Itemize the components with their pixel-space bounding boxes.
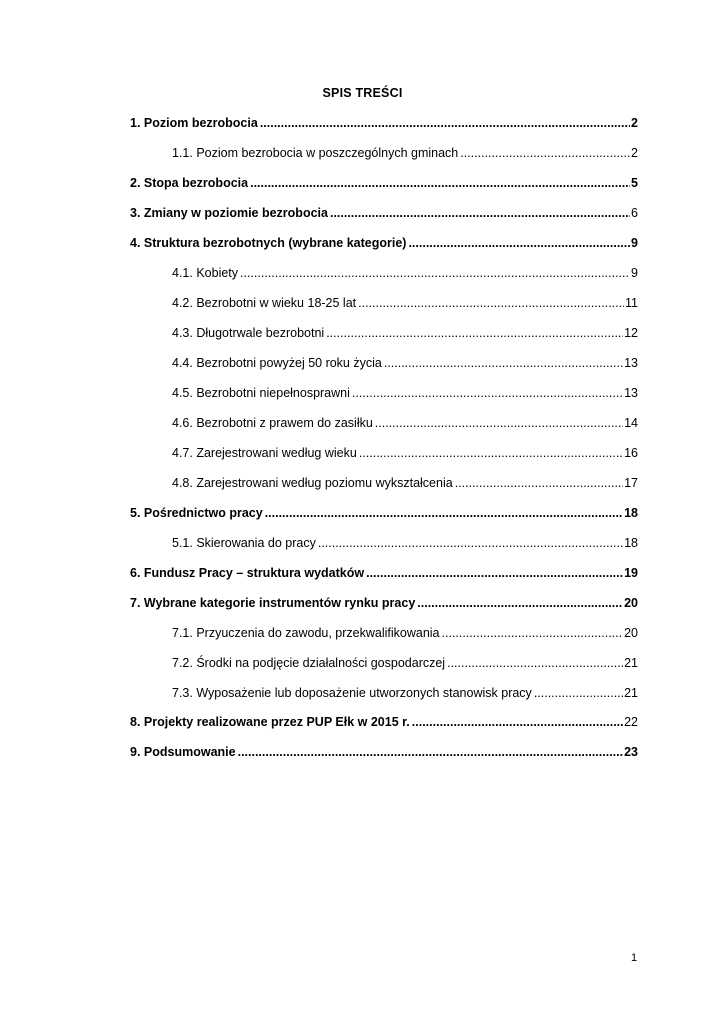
toc-entry-page: 13 (624, 386, 638, 400)
toc-leader-dots (447, 655, 623, 671)
toc-leader-dots (318, 535, 623, 551)
toc-entry-page: 9 (631, 236, 638, 250)
toc-entry-page: 21 (624, 656, 638, 670)
toc-leader-dots (358, 295, 624, 311)
toc-leader-dots (359, 445, 623, 461)
toc-leader-dots (352, 385, 623, 401)
toc-entry[interactable] (172, 145, 638, 161)
toc-leader-dots (366, 565, 623, 581)
toc-entry[interactable] (172, 625, 638, 641)
toc-entry-page: 6 (631, 206, 638, 220)
toc-entry-label: 2. Stopa bezrobocia (130, 176, 249, 190)
toc-entry[interactable] (172, 475, 638, 491)
toc-entry-page: 13 (624, 356, 638, 370)
toc-entry-page: 19 (624, 566, 638, 580)
toc-entry-page: 17 (624, 476, 638, 490)
toc-entry-page: 18 (624, 506, 638, 520)
toc-leader-dots (330, 205, 630, 221)
toc-entry-page: 16 (624, 446, 638, 460)
toc-entry-label: 7. Wybrane kategorie instrumentów rynku pracy (130, 596, 416, 610)
toc-entry-label: 1.1. Poziom bezrobocia w poszczególnych gminach (172, 146, 459, 160)
toc-entry[interactable] (130, 714, 638, 730)
toc-entry-page: 2 (631, 146, 638, 160)
toc-entry-label: 4.7. Zarejestrowani według wieku (172, 446, 357, 460)
toc-entry[interactable] (130, 595, 638, 611)
toc-leader-dots (442, 625, 624, 641)
toc-entry-page: 5 (631, 176, 638, 190)
toc-entry[interactable] (130, 505, 638, 521)
toc-entry[interactable] (172, 535, 638, 551)
toc-leader-dots (326, 325, 623, 341)
toc-entry-page: 22 (624, 715, 638, 729)
toc-leader-dots (534, 685, 623, 701)
toc-entry-label: 5. Pośrednictwo pracy (130, 506, 263, 520)
toc-leader-dots (412, 714, 623, 730)
toc-entry[interactable] (172, 295, 638, 311)
toc-entry-page: 9 (631, 266, 638, 280)
toc-leader-dots (250, 175, 630, 191)
toc-leader-dots (265, 505, 623, 521)
toc-entry-page: 2 (631, 116, 638, 130)
toc-entry[interactable] (172, 385, 638, 401)
toc-entry-label: 4.4. Bezrobotni powyżej 50 roku życia (172, 356, 382, 370)
toc-entry-page: 14 (624, 416, 638, 430)
toc-entry[interactable] (130, 205, 638, 221)
toc-entry[interactable] (130, 115, 638, 131)
toc-entry[interactable] (172, 445, 638, 461)
toc-leader-dots (240, 265, 630, 281)
toc-entry-label: 4.1. Kobiety (172, 266, 239, 280)
toc-entry-label: 6. Fundusz Pracy – struktura wydatków (130, 566, 365, 580)
toc-entry[interactable] (130, 565, 638, 581)
toc-entry-label: 5.1. Skierowania do pracy (172, 536, 316, 550)
toc-title: SPIS TREŚCI (322, 86, 403, 100)
toc-entry[interactable] (172, 655, 638, 671)
toc-entry-page: 20 (624, 596, 638, 610)
toc-entry-label: 9. Podsumowanie (130, 745, 236, 759)
toc-entry-page: 12 (624, 326, 638, 340)
toc-leader-dots (375, 415, 623, 431)
page-number: 1 (631, 952, 638, 964)
toc-entry-label: 7.3. Wyposażenie lub doposażenie utworzonych stanowisk pracy (172, 686, 532, 700)
toc-entry[interactable] (130, 175, 638, 191)
toc-entry-label: 8. Projekty realizowane przez PUP Ełk w 2015 r. (130, 715, 410, 729)
toc-entry[interactable] (130, 744, 638, 760)
toc-entry[interactable] (172, 415, 638, 431)
toc-entry-label: 4.8. Zarejestrowani według poziomu wykształcenia (172, 476, 453, 490)
toc-entry-page: 11 (625, 296, 638, 310)
toc-entry[interactable] (172, 325, 638, 341)
toc-leader-dots (408, 235, 630, 251)
toc-entry-label: 4.5. Bezrobotni niepełnosprawni (172, 386, 350, 400)
toc-entry[interactable] (172, 265, 638, 281)
toc-entry-label: 4. Struktura bezrobotnych (wybrane kategorie) (130, 236, 407, 250)
toc-entry-label: 4.3. Długotrwale bezrobotni (172, 326, 325, 340)
toc-entry-label: 1. Poziom bezrobocia (130, 116, 258, 130)
toc-entry-page: 18 (624, 536, 638, 550)
toc-entry-page: 23 (624, 745, 638, 759)
toc-entry-label: 7.2. Środki na podjęcie działalności gospodarczej (172, 656, 446, 670)
toc-leader-dots (260, 115, 630, 131)
toc-entry-page: 20 (624, 626, 638, 640)
toc-leader-dots (238, 744, 624, 760)
toc-leader-dots (460, 145, 630, 161)
toc-leader-dots (417, 595, 623, 611)
toc-leader-dots (384, 355, 623, 371)
toc-entry-label: 4.2. Bezrobotni w wieku 18-25 lat (172, 296, 357, 310)
toc-entry-label: 4.6. Bezrobotni z prawem do zasiłku (172, 416, 373, 430)
toc-entry[interactable] (130, 235, 638, 251)
toc-entry-label: 3. Zmiany w poziomie bezrobocia (130, 206, 328, 220)
toc-entry[interactable] (172, 355, 638, 371)
toc-entry-page: 21 (624, 686, 638, 700)
toc-entry[interactable] (172, 685, 638, 701)
toc-entry-label: 7.1. Przyuczenia do zawodu, przekwalifikowania (172, 626, 440, 640)
toc-leader-dots (455, 475, 623, 491)
